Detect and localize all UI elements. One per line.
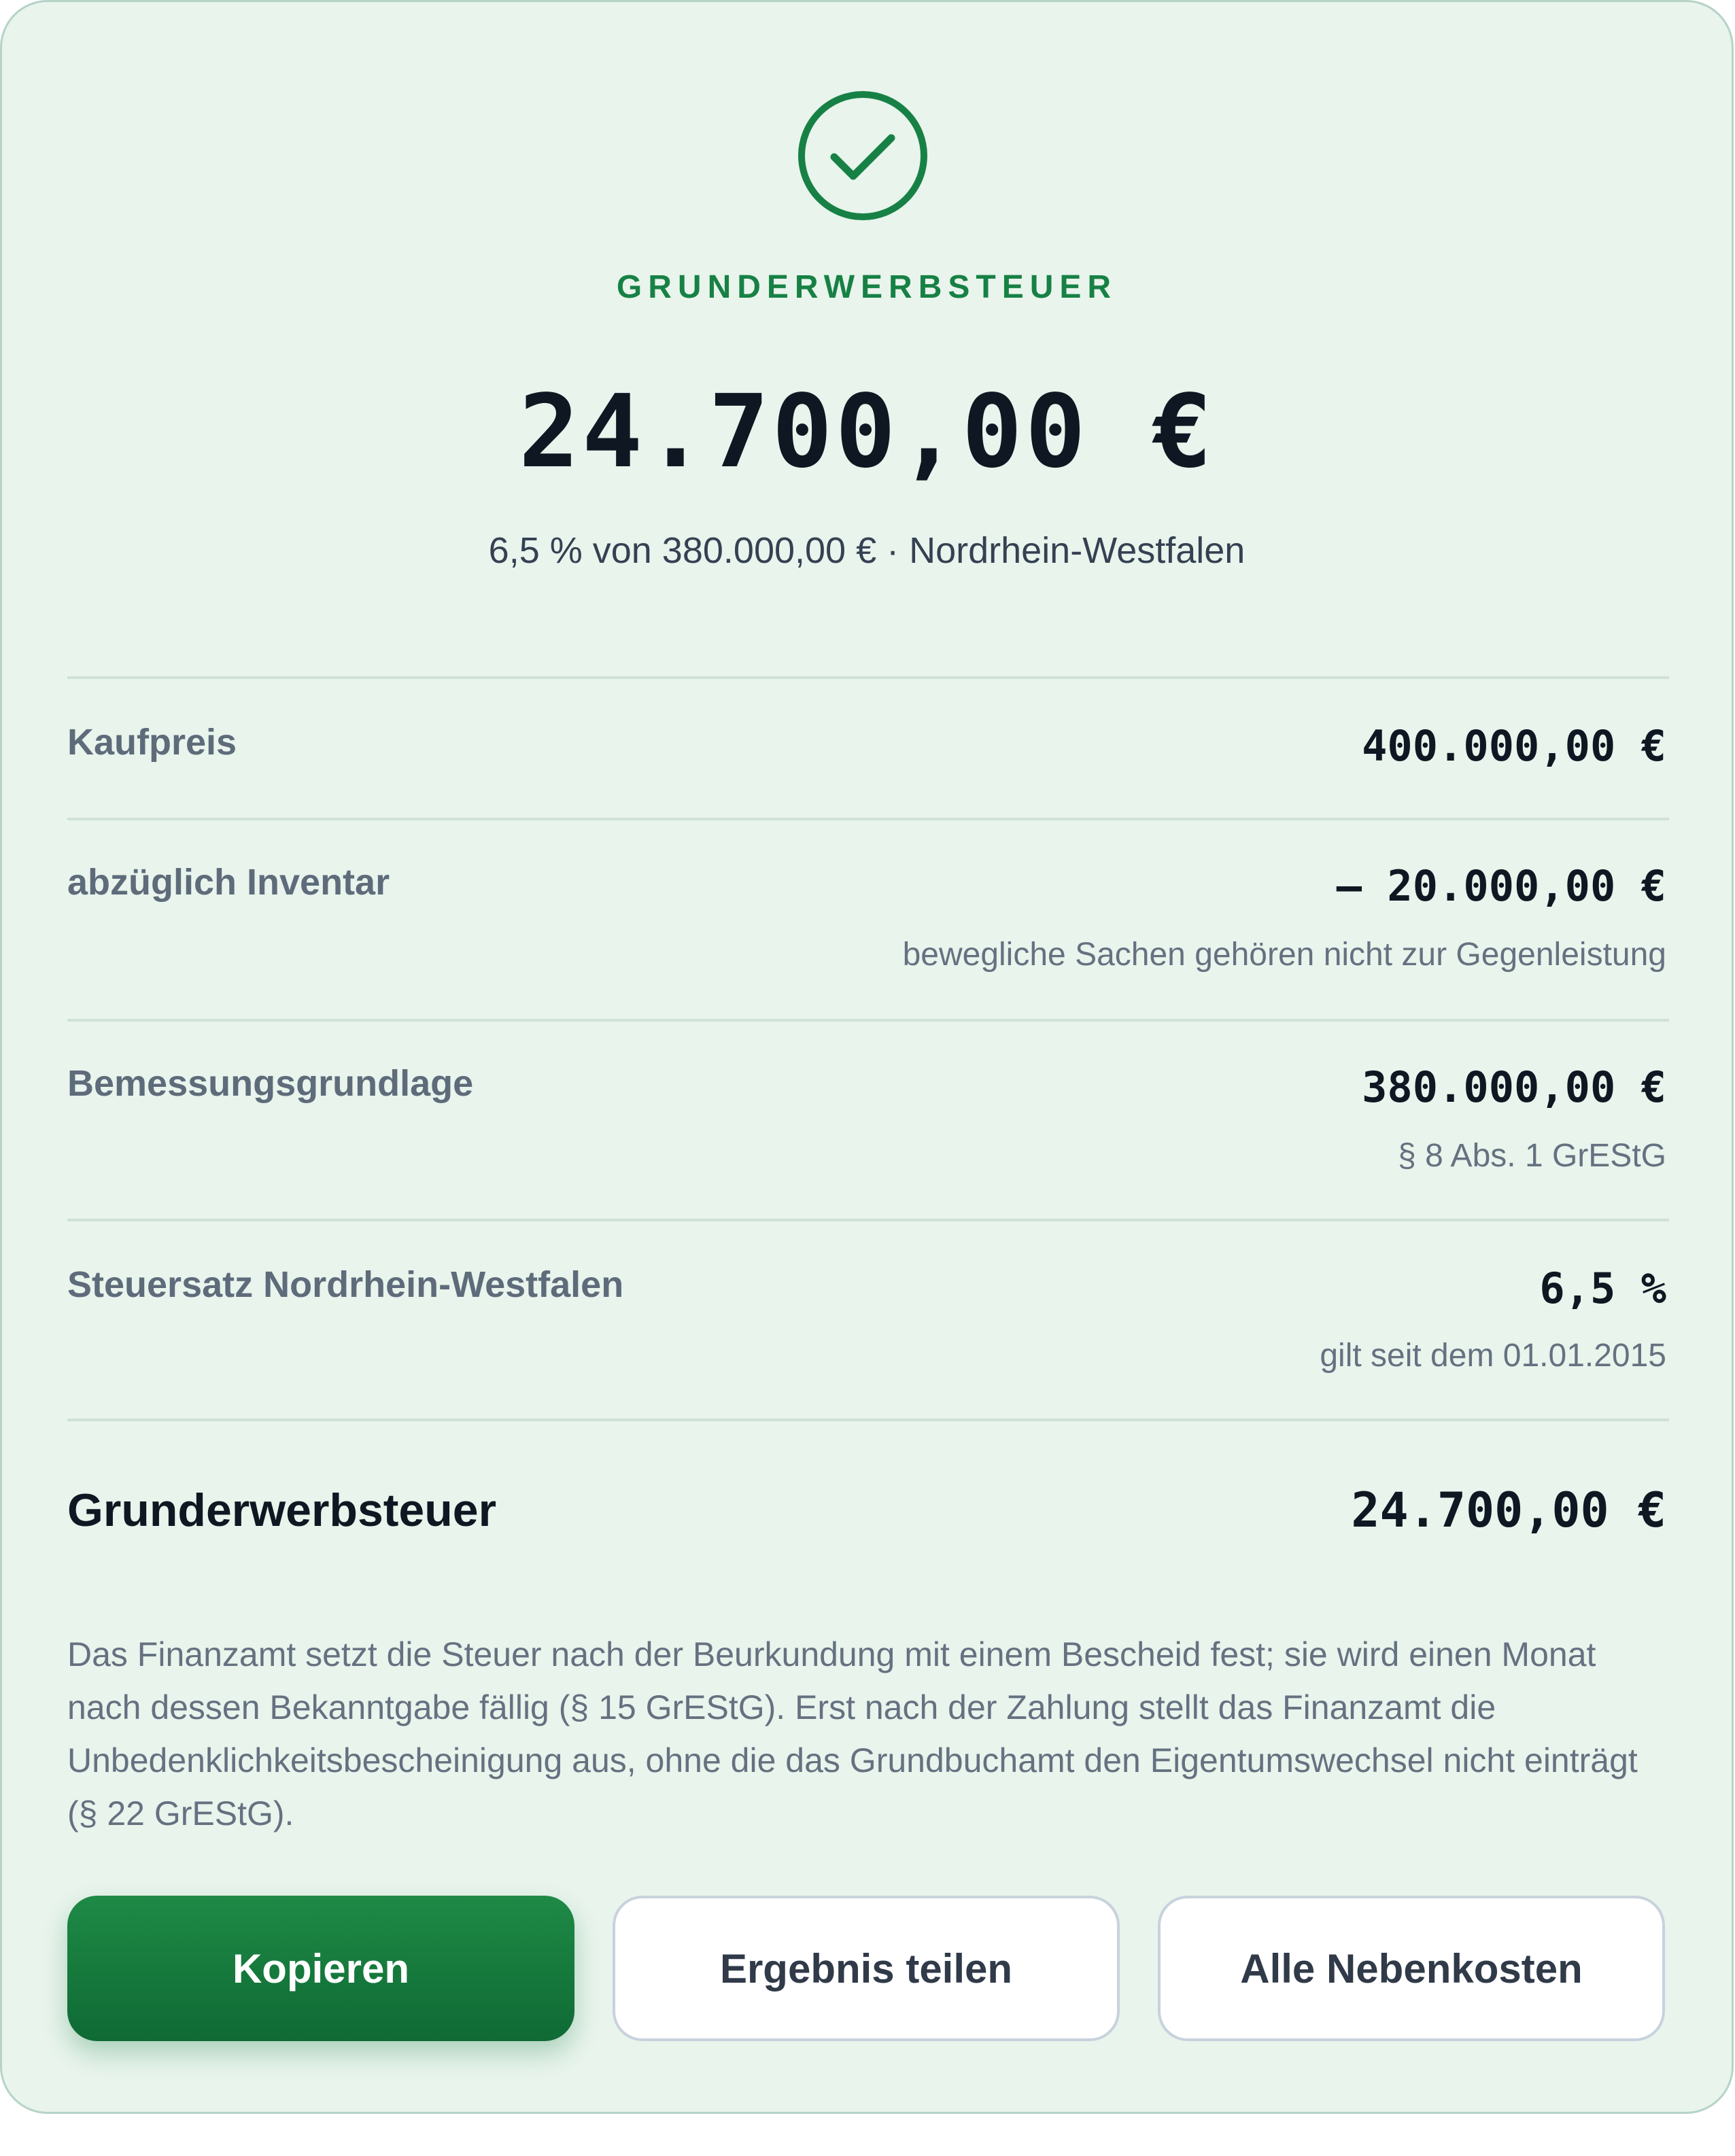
row-value-bemessungsgrundlage: 380.000,00 € (1362, 1062, 1666, 1112)
row-note-bemessungsgrundlage: § 8 Abs. 1 GrEStG (1398, 1138, 1666, 1174)
divider (67, 1419, 1669, 1421)
divider (67, 676, 1669, 679)
divider (67, 818, 1669, 820)
copy-button[interactable]: Kopieren (67, 1896, 574, 2041)
result-summary: 6,5 % von 380.000,00 € · Nordrhein-Westfalen (488, 530, 1246, 571)
total-value: 24.700,00 € (1351, 1482, 1666, 1538)
share-result-button[interactable]: Ergebnis teilen (613, 1896, 1120, 2041)
divider (67, 1219, 1669, 1221)
row-value-inventar: – 20.000,00 € (1336, 861, 1666, 911)
info-text: Das Finanzamt setzt die Steuer nach der Beurkundung mit einem Bescheid fest; sie wird einen Monat nach dessen Bekanntgabe fällig (§ 15 GrEStG). Erst nach der Zahlung stellt das Finanzamt die Unbedenklichkeitsbescheinigung aus, ohne die das Grundbuchamt den Eigentumswechsel nicht einträgt (§ 22 GrEStG). (67, 1635, 1638, 1832)
result-amount: 24.700,00 € (518, 373, 1216, 490)
row-label-steuersatz: Steuersatz Nordrhein-Westfalen (67, 1264, 624, 1305)
row-note-inventar: bewegliche Sachen gehören nicht zur Gegenleistung (902, 937, 1666, 973)
all-costs-button[interactable]: Alle Nebenkosten (1158, 1896, 1665, 2041)
row-note-steuersatz: gilt seit dem 01.01.2015 (1320, 1338, 1666, 1374)
row-value-steuersatz: 6,5 % (1539, 1264, 1666, 1313)
total-label: Grunderwerbsteuer (67, 1484, 497, 1536)
row-label-kaufpreis: Kaufpreis (67, 722, 237, 763)
row-label-bemessungsgrundlage: Bemessungsgrundlage (67, 1063, 474, 1104)
row-label-inventar: abzüglich Inventar (67, 862, 390, 903)
divider (67, 1019, 1669, 1022)
check-circle-icon (796, 89, 929, 222)
result-kicker: GRUNDERWERBSTEUER (616, 269, 1118, 305)
row-value-kaufpreis: 400.000,00 € (1362, 721, 1666, 771)
